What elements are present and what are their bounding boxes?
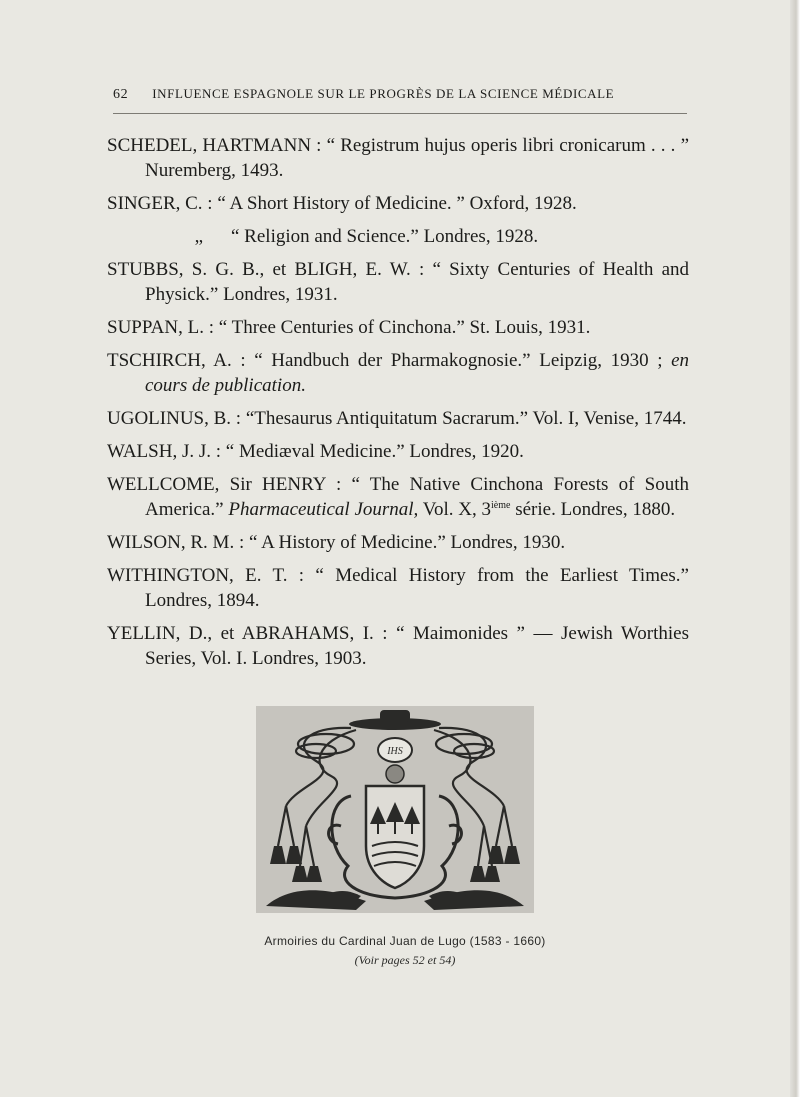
bib-entry-schedel [107, 133, 689, 183]
bib-author: SUPPAN, L. : [107, 317, 215, 338]
bib-author: WILSON, R. M. : [107, 532, 245, 553]
bib-entry-singer-2 [107, 224, 689, 249]
bib-text: “ Registrum hujus operis libri cronicarum . . . ” Nuremberg, 1493. [145, 135, 690, 181]
bib-author: WITHINGTON, E. T. : [107, 565, 305, 586]
bib-text: “ A Short History of Medicine. ” Oxford, 1928. [217, 193, 577, 214]
bib-entry-withington [107, 563, 689, 613]
bib-italic: Pharmaceutical Journal, [228, 499, 419, 520]
bib-italic: en cours de publication. [145, 350, 690, 396]
bib-text: “ Maimonides ” — Jewish Worthies Series, Vol. I. Londres, 1903. [145, 623, 690, 669]
bib-sup: ième [491, 500, 511, 511]
coat-of-arms-engraving [256, 706, 534, 913]
bib-entry-wilson [107, 530, 689, 555]
page-number: 62 [113, 87, 129, 102]
bib-text: “ Handbuch der Pharmakognosie.” Leipzig, 1930 ; [254, 350, 663, 371]
bib-text: “Thesaurus Antiquitatum Sacrarum.” Vol. I, Venise, 1744. [245, 408, 687, 429]
bib-author: WALSH, J. J. : [107, 441, 222, 462]
bib-text: “ Sixty Centuries of Health and Physick.” Londres, 1931. [145, 259, 689, 305]
figure-caption: Armoiries du Cardinal Juan de Lugo (1583 - 1660) [264, 934, 546, 948]
bib-author: SCHEDEL, HARTMANN : [107, 135, 322, 156]
bib-author: STUBBS, S. G. B., et BLIGH, E. W. : [107, 259, 425, 280]
bib-text: “ A History of Medicine.” Londres, 1930. [248, 532, 566, 553]
page-edge [790, 0, 800, 1097]
bib-entry-stubbs [107, 257, 689, 307]
bib-entry-ugolinus [107, 406, 689, 431]
bib-text: “ Mediæval Medicine.” Londres, 1920. [225, 441, 524, 462]
running-header [113, 86, 687, 103]
bib-entry-singer [107, 191, 689, 216]
bib-text: “ Three Centuries of Cinchona.” St. Louis, 1931. [218, 317, 591, 338]
bib-text: “ The Native Cinchona Forests of South America.” [145, 474, 689, 520]
bib-author: UGOLINUS, B. : [107, 408, 242, 429]
bib-author: TSCHIRCH, A. : [107, 350, 246, 371]
bib-author: YELLIN, D., et ABRAHAMS, I. : [107, 623, 388, 644]
ihs-motto: IHS [387, 746, 403, 757]
header-rule [113, 113, 687, 114]
bib-entry-tschirch [107, 348, 689, 398]
running-title: INFLUENCE ESPAGNOLE SUR LE PROGRÈS DE LA SCIENCE MÉDICALE [152, 86, 615, 101]
bib-entry-walsh [107, 439, 689, 464]
bib-text: “ Religion and Science.” Londres, 1928. [231, 226, 539, 247]
bib-entry-wellcome [107, 472, 689, 522]
bib-author: SINGER, C. : [107, 193, 213, 214]
ditto-mark: „ [194, 226, 203, 247]
bib-entry-suppan [107, 315, 689, 340]
bib-author: WELLCOME, Sir HENRY : [107, 474, 342, 495]
bib-text-2: Vol. X, 3 [422, 499, 492, 520]
bib-text-3: série. Londres, 1880. [515, 499, 676, 520]
bib-entry-yellin [107, 621, 689, 671]
coat-of-arms-illustration [256, 706, 534, 913]
figure-caption-reference: (Voir pages 52 et 54) [354, 953, 456, 967]
bibliography-list [107, 133, 689, 679]
bib-text: “ Medical History from the Earliest Times.” Londres, 1894. [145, 565, 689, 611]
